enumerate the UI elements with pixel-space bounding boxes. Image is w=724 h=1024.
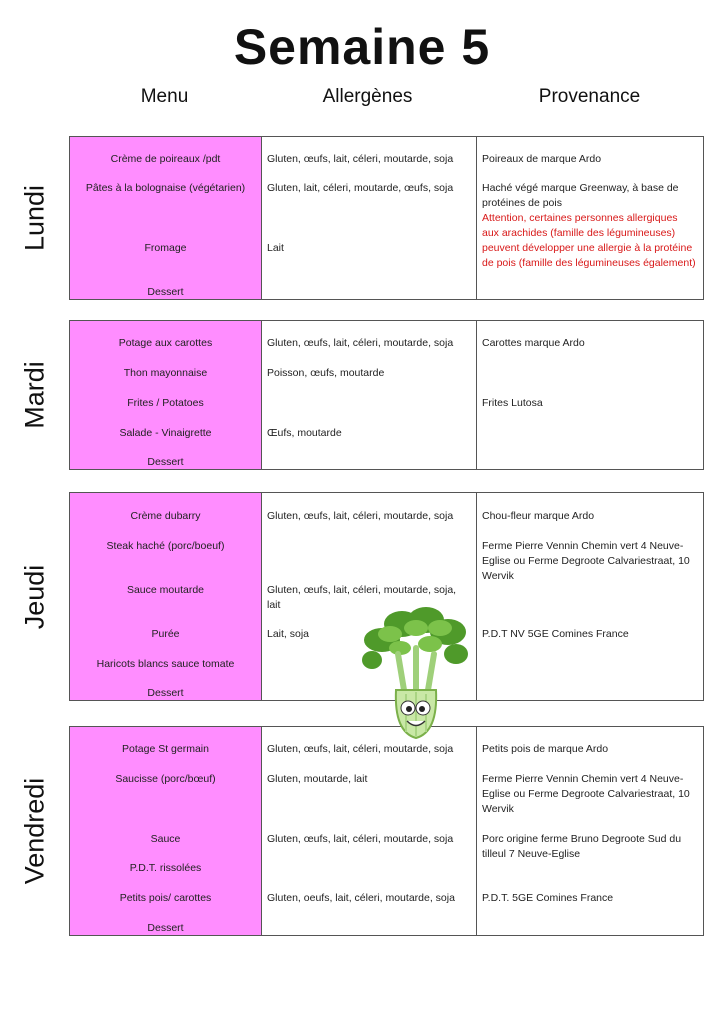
menu-item: Dessert bbox=[147, 456, 184, 468]
allergen-text: Gluten, oeufs, lait, céleri, moutarde, soja bbox=[267, 892, 455, 904]
day-block-tuesday bbox=[69, 320, 704, 470]
menu-column bbox=[70, 137, 262, 299]
origin-column bbox=[476, 137, 703, 299]
menu-item: Dessert bbox=[147, 687, 184, 699]
menu-item: Sauce moutarde bbox=[126, 584, 205, 596]
menu-column bbox=[70, 493, 262, 700]
menu-item: Haricots blancs sauce tomate bbox=[96, 658, 235, 670]
allergen-text: Lait bbox=[267, 242, 284, 254]
origin-column bbox=[476, 727, 703, 935]
allergen-text: Gluten, œufs, lait, céleri, moutarde, soja bbox=[267, 833, 454, 845]
column-header-allergens: Allergènes bbox=[322, 86, 413, 107]
origin-text: Frites Lutosa bbox=[482, 397, 543, 409]
menu-item: Salade - Vinaigrette bbox=[119, 427, 212, 439]
allergen-text: Gluten, œufs, lait, céleri, moutarde, soja bbox=[267, 153, 454, 165]
allergen-text: Gluten, lait, céleri, moutarde, œufs, soja bbox=[267, 182, 454, 194]
menu-column bbox=[70, 727, 262, 935]
allergen-text: Gluten, œufs, lait, céleri, moutarde, soja bbox=[267, 510, 454, 522]
menu-item: Dessert bbox=[147, 286, 184, 298]
menu-item: Thon mayonnaise bbox=[123, 367, 208, 379]
origin-column bbox=[476, 321, 703, 469]
day-block-monday bbox=[69, 136, 704, 300]
allergen-text: Œufs, moutarde bbox=[267, 427, 342, 439]
origin-text: Ferme Pierre Vennin Chemin vert 4 Neuve-Eglise ou Ferme Degroote Calvariestraat, 10 Wervik bbox=[482, 773, 690, 815]
origin-text: Haché végé marque Greenway, à base de protéines de pois bbox=[482, 182, 679, 209]
menu-item: Crème dubarry bbox=[130, 510, 201, 522]
day-label-monday bbox=[0, 136, 70, 300]
origin-text: Carottes marque Ardo bbox=[482, 337, 585, 349]
allergen-text: Lait, soja bbox=[267, 628, 310, 640]
day-name: Jeudi bbox=[19, 564, 50, 629]
allergens-column bbox=[261, 727, 477, 935]
column-header-origin: Provenance bbox=[538, 86, 641, 107]
day-block-friday bbox=[69, 726, 704, 936]
origin-text: Ferme Pierre Vennin Chemin vert 4 Neuve-Eglise ou Ferme Degroote Calvariestraat, 10 Wervik bbox=[482, 540, 690, 582]
origin-text: P.D.T. 5GE Comines France bbox=[482, 892, 614, 904]
day-name: Vendredi bbox=[19, 777, 50, 885]
menu-item: Saucisse (porc/bœuf) bbox=[115, 773, 216, 785]
day-name: Lundi bbox=[19, 184, 50, 252]
allergen-text: Gluten, œufs, lait, céleri, moutarde, soja bbox=[267, 743, 454, 755]
menu-item: Pâtes à la bolognaise (végétarien) bbox=[85, 182, 246, 194]
menu-item: Petits pois/ carottes bbox=[119, 892, 212, 904]
allergen-text: Poisson, œufs, moutarde bbox=[267, 367, 385, 379]
menu-item: Crème de poireaux /pdt bbox=[110, 153, 221, 165]
menu-item: Potage St germain bbox=[122, 743, 209, 755]
allergen-text: Gluten, œufs, lait, céleri, moutarde, soja, lait bbox=[267, 584, 457, 611]
celery-mascot-icon bbox=[360, 604, 472, 744]
menu-item: Fromage bbox=[144, 242, 187, 254]
allergy-warning: Attention, certaines personnes allergiques aux arachides (famille des légumineuses) peuvent développer une allergie à la protéine de pois (famille des légumineuses également) bbox=[482, 212, 696, 269]
origin-text: Poireaux de marque Ardo bbox=[482, 153, 602, 165]
origin-column bbox=[476, 493, 703, 700]
page-title: Semaine 5 bbox=[233, 19, 491, 75]
origin-text: Chou-fleur marque Ardo bbox=[482, 510, 595, 522]
menu-item: Purée bbox=[151, 628, 180, 640]
menu-item: Frites / Potatoes bbox=[127, 397, 204, 409]
menu-item: Potage aux carottes bbox=[118, 337, 213, 349]
allergens-column bbox=[261, 321, 477, 469]
origin-text: P.D.T NV 5GE Comines France bbox=[482, 628, 629, 640]
menu-item: Steak haché (porc/boeuf) bbox=[106, 540, 225, 552]
day-label-tuesday bbox=[0, 320, 70, 470]
origin-text: Porc origine ferme Bruno Degroote Sud du tilleul 7 Neuve-Eglise bbox=[482, 833, 682, 860]
allergens-column bbox=[261, 137, 477, 299]
menu-item: Dessert bbox=[147, 922, 184, 934]
menu-item: P.D.T. rissolées bbox=[129, 862, 202, 874]
day-name: Mardi bbox=[19, 361, 50, 429]
origin-text: Petits pois de marque Ardo bbox=[482, 743, 609, 755]
allergen-text: Gluten, moutarde, lait bbox=[267, 773, 368, 785]
menu-item: Sauce bbox=[150, 833, 181, 845]
allergen-text: Gluten, œufs, lait, céleri, moutarde, soja bbox=[267, 337, 454, 349]
column-header-menu: Menu bbox=[140, 86, 189, 107]
day-label-friday bbox=[0, 726, 70, 936]
day-label-thursday bbox=[0, 492, 70, 701]
menu-column bbox=[70, 321, 262, 469]
